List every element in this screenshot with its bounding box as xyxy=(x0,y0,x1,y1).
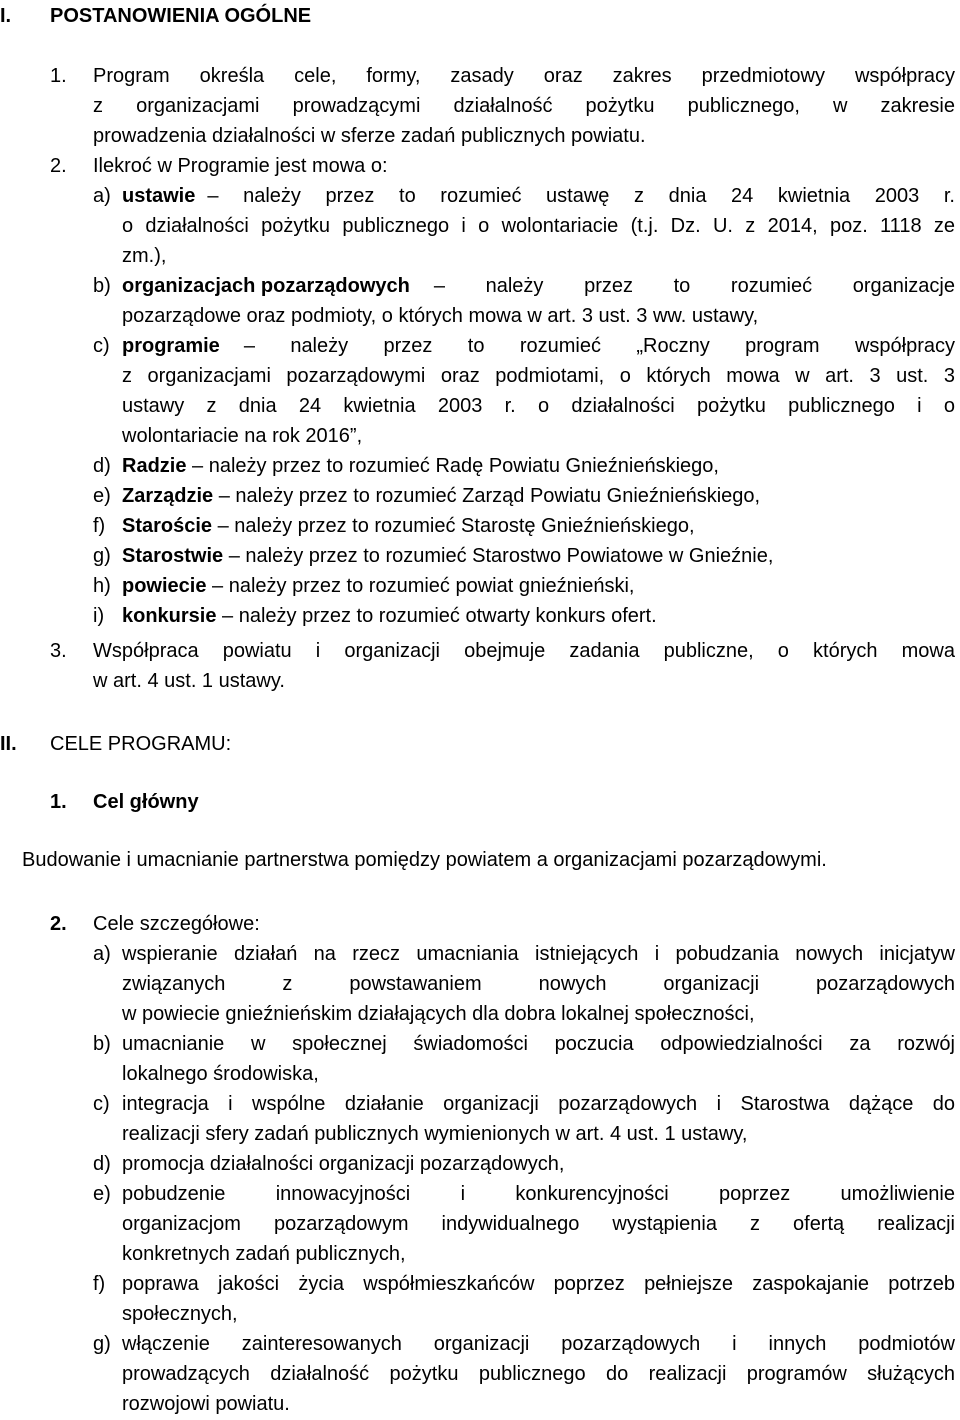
definition-term: Zarządzie xyxy=(122,485,214,507)
item-letter: h) xyxy=(93,575,111,597)
definition-line xyxy=(122,181,955,211)
goal-line: społecznych, xyxy=(122,1303,238,1325)
definition-line xyxy=(122,541,773,571)
goal-line: konkretnych zadań publicznych, xyxy=(122,1243,406,1265)
section-title: CELE PROGRAMU: xyxy=(50,733,232,755)
goal-line: wspieranie działań na rzecz umacniania istniejących i pobudzania nowych inicjatyw xyxy=(122,943,955,965)
definition-text: – należy przez to rozumieć organizacje xyxy=(433,275,955,297)
paragraph-number: 1. xyxy=(50,65,67,87)
definition-line: ustawy z dnia 24 kwietnia 2003 r. o działalności pożytku publicznego i o xyxy=(122,395,955,417)
definition-line xyxy=(122,331,955,361)
paragraph-intro: Ilekroć w Programie jest mowa o: xyxy=(93,155,388,177)
goal-line: promocja działalności organizacji pozarządowych, xyxy=(122,1153,565,1175)
definition-term: konkursie xyxy=(122,605,217,627)
definition-line xyxy=(122,481,760,511)
item-letter: e) xyxy=(93,485,111,507)
goal-line: pobudzenie innowacyjności i konkurencyjności poprzez umożliwienie xyxy=(122,1183,955,1205)
definition-term: programie xyxy=(122,335,220,357)
item-letter: i) xyxy=(93,605,105,627)
paragraph-title: Cel główny xyxy=(93,791,199,813)
goal-line: poprawa jakości życia współmieszkańców poprzez pełniejsze zaspokajanie potrzeb xyxy=(122,1273,955,1295)
paragraph-number: 3. xyxy=(50,640,67,662)
paragraph-line: prowadzenia działalności w sferze zadań publicznych powiatu. xyxy=(93,125,646,147)
section-number: I. xyxy=(0,5,12,27)
item-letter: b) xyxy=(93,1033,111,1055)
paragraph-line: z organizacjami prowadzącymi działalność pożytku publicznego, w zakresie xyxy=(93,95,955,117)
definition-term: Staroście xyxy=(122,515,213,537)
goal-line: włączenie zainteresowanych organizacji pozarządowych i innych podmiotów xyxy=(122,1333,955,1355)
goal-line: związanych z powstawaniem nowych organizacji pozarządowych xyxy=(122,973,955,995)
definition-term: Starostwie xyxy=(122,545,224,567)
definition-text: – należy przez to rozumieć otwarty konkurs ofert. xyxy=(216,605,657,627)
goal-line: umacnianie w społecznej świadomości poczucia odpowiedzialności za rozwój xyxy=(122,1033,955,1055)
paragraph-line: Współpraca powiatu i organizacji obejmuje zadania publiczne, o których mowa xyxy=(93,640,955,662)
definition-text: – należy przez to rozumieć powiat gnieźnieński, xyxy=(206,575,635,597)
definition-line xyxy=(122,571,634,601)
definition-text: – należy przez to rozumieć Radę Powiatu Gnieźnieńskiego, xyxy=(186,455,719,477)
main-goal-text: Budowanie i umacnianie partnerstwa pomiędzy powiatem a organizacjami pozarządowymi. xyxy=(22,849,827,871)
item-letter: d) xyxy=(93,455,111,477)
definition-line: z organizacjami pozarządowymi oraz podmiotami, o których mowa w art. 3 ust. 3 xyxy=(122,365,955,387)
item-letter: f) xyxy=(93,1273,106,1295)
section-title: POSTANOWIENIA OGÓLNE xyxy=(50,5,312,27)
item-letter: g) xyxy=(93,1333,111,1355)
paragraph-number: 2. xyxy=(50,155,67,177)
definition-line xyxy=(122,601,657,631)
goal-line: integracja i wspólne działanie organizacji pozarządowych i Starostwa dążące do xyxy=(122,1093,955,1115)
definition-term: ustawie xyxy=(122,185,196,207)
paragraph-title: Cele szczegółowe: xyxy=(93,913,260,935)
definition-text: – należy przez to rozumieć Starostwo Powiatowe w Gnieźnie, xyxy=(223,545,774,567)
item-letter: a) xyxy=(93,185,111,207)
paragraph-number: 1. xyxy=(50,791,67,813)
goal-line: lokalnego środowiska, xyxy=(122,1063,319,1085)
item-letter: c) xyxy=(93,335,110,357)
goal-line: prowadzących działalność pożytku publicznego do realizacji programów służących xyxy=(122,1363,955,1385)
item-letter: b) xyxy=(93,275,111,297)
paragraph-line: Program określa cele, formy, zasady oraz zakres przedmiotowy współpracy xyxy=(93,65,955,87)
item-letter: c) xyxy=(93,1093,110,1115)
definition-line xyxy=(122,511,695,541)
goal-line: organizacjom pozarządowym indywidualnego wystąpienia z ofertą realizacji xyxy=(122,1213,955,1235)
section-number: II. xyxy=(0,733,17,755)
definition-text: – należy przez to rozumieć ustawę z dnia 24 kwietnia 2003 r. xyxy=(207,185,955,207)
definition-text: – należy przez to rozumieć Zarząd Powiatu Gnieźnieńskiego, xyxy=(213,485,761,507)
item-letter: e) xyxy=(93,1183,111,1205)
definition-line: o działalności pożytku publicznego i o wolontariacie (t.j. Dz. U. z 2014, poz. 1118 ze xyxy=(122,215,955,237)
paragraph-line: w art. 4 ust. 1 ustawy. xyxy=(93,670,285,692)
definition-term: organizacjach pozarządowych xyxy=(122,275,410,297)
item-letter: d) xyxy=(93,1153,111,1175)
item-letter: a) xyxy=(93,943,111,965)
item-letter: g) xyxy=(93,545,111,567)
definition-line xyxy=(122,271,955,301)
definition-term: Radzie xyxy=(122,455,187,477)
definition-line: pozarządowe oraz podmioty, o których mowa w art. 3 ust. 3 ww. ustawy, xyxy=(122,305,759,327)
definition-text: – należy przez to rozumieć Starostę Gnieźnieńskiego, xyxy=(212,515,695,537)
goal-line: realizacji sfery zadań publicznych wymienionych w art. 4 ust. 1 ustawy, xyxy=(122,1123,748,1145)
definition-term: powiecie xyxy=(122,575,207,597)
goal-line: w powiecie gnieźnieńskim działających dla dobra lokalnej społeczności, xyxy=(122,1003,755,1025)
item-letter: f) xyxy=(93,515,106,537)
definition-text: – należy przez to rozumieć „Roczny program współpracy xyxy=(243,335,955,357)
paragraph-number: 2. xyxy=(50,913,67,935)
definition-line: zm.), xyxy=(122,245,167,267)
goal-line: rozwojowi powiatu. xyxy=(122,1393,290,1415)
definition-line xyxy=(122,451,719,481)
definition-line: wolontariacie na rok 2016”, xyxy=(122,425,363,447)
